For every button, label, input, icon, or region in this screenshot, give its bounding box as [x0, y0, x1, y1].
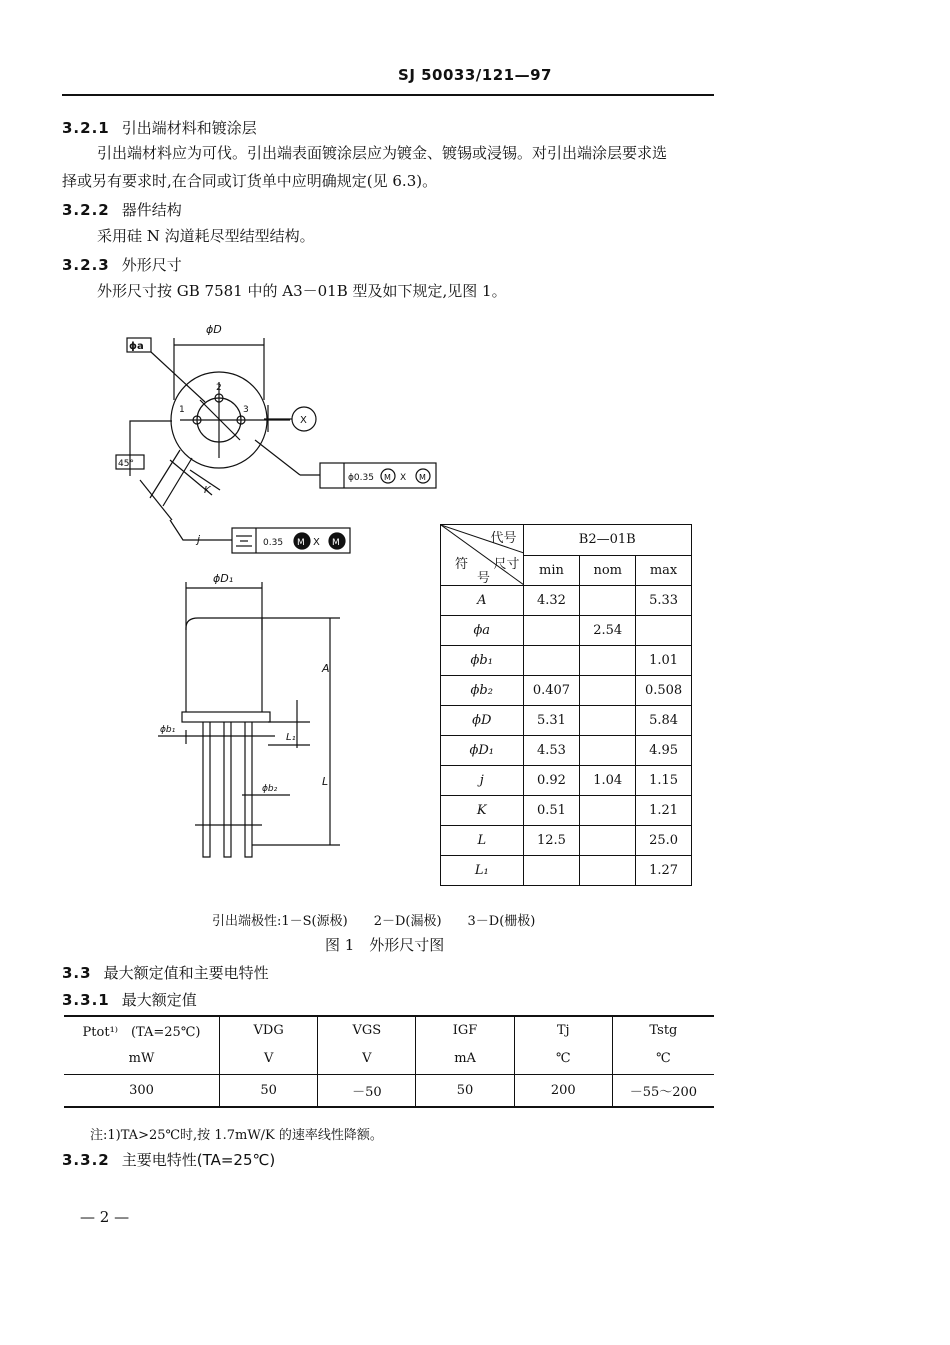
- ratings-value-cell: 50: [220, 1074, 318, 1106]
- label-phib1: ϕb₁: [160, 725, 176, 735]
- label-phia: ϕa: [129, 341, 144, 352]
- header-rule: [62, 94, 714, 96]
- label-m1: M: [384, 473, 391, 482]
- ratings-unit-cell: mW: [64, 1044, 220, 1074]
- label-L1: L₁: [286, 732, 296, 743]
- pin-legend: 引出端极性:1－S(源极) 2－D(漏极) 3－D(栅极): [212, 914, 536, 929]
- dimension-symbol: K: [441, 796, 524, 826]
- section-3-2-3: 3.2.3 外形尺寸: [62, 256, 182, 274]
- doc-code: SJ 50033/121—97: [398, 66, 552, 84]
- dimension-value: [523, 856, 580, 886]
- dimension-row: [441, 706, 692, 736]
- label-phib2: ϕb₂: [262, 784, 278, 794]
- dimension-symbol: ϕD: [441, 706, 524, 736]
- label-tol1: ϕ0.35: [348, 473, 374, 483]
- dimension-value: 1.27: [636, 856, 692, 886]
- ratings-table-wrap: [64, 1015, 714, 1108]
- dimension-row: [441, 586, 692, 616]
- dimension-value: 0.51: [523, 796, 580, 826]
- section-3-2-1: 3.2.1 引出端材料和镀涂层: [62, 119, 257, 137]
- ratings-table: [64, 1017, 714, 1106]
- ratings-header-cell: VGS: [318, 1017, 416, 1044]
- para-line-2: 择或另有要求时,在合同或订货单中应明确规定(见 6.3)。: [62, 172, 438, 190]
- dimension-row: [441, 616, 692, 646]
- label-pin2: 2: [216, 383, 222, 393]
- para-structure: 采用硅 N 沟道耗尽型结型结构。: [97, 227, 315, 245]
- label-datum-x: X: [300, 415, 307, 426]
- label-m3: M: [297, 538, 305, 548]
- label-m2: M: [419, 473, 426, 482]
- dimension-value: 1.21: [636, 796, 692, 826]
- dimension-symbol: ϕD₁: [441, 736, 524, 766]
- dimension-symbol: ϕb₁: [441, 646, 524, 676]
- table-corner-cell: 代号 尺寸 符 号: [441, 525, 524, 586]
- ratings-unit-cell: V: [318, 1044, 416, 1074]
- figure-caption: 图 1 外形尺寸图: [325, 936, 445, 954]
- dimension-value: [580, 736, 636, 766]
- section-3-2-2: 3.2.2 器件结构: [62, 201, 182, 219]
- ratings-value-cell: 300: [64, 1074, 220, 1106]
- ratings-unit-cell: ℃: [514, 1044, 612, 1074]
- dimension-symbol: j: [441, 766, 524, 796]
- dimension-value: [580, 826, 636, 856]
- col-nom: nom: [580, 555, 636, 586]
- dimension-symbol: A: [441, 586, 524, 616]
- dimension-value: 1.01: [636, 646, 692, 676]
- dimension-row: [441, 676, 692, 706]
- section-3-3-1: 3.3.1 最大额定值: [62, 991, 197, 1009]
- dimension-value: [580, 676, 636, 706]
- para-line-1: 引出端材料应为可伐。引出端表面镀涂层应为镀金、镀锡或浸锡。对引出端涂层要求选: [97, 144, 668, 162]
- dimension-row: [441, 796, 692, 826]
- dimension-row: [441, 736, 692, 766]
- section-3-3-2: 3.3.2 主要电特性(TA=25℃): [62, 1151, 276, 1169]
- label-L: L: [322, 775, 329, 788]
- dimension-value: [580, 856, 636, 886]
- dimension-value: [523, 646, 580, 676]
- dimension-symbol: L₁: [441, 856, 524, 886]
- dimension-value: 1.04: [580, 766, 636, 796]
- ratings-unit-cell: V: [220, 1044, 318, 1074]
- package-header: B2—01B: [523, 525, 691, 556]
- dimension-symbol: ϕa: [441, 616, 524, 646]
- dimension-table: [440, 524, 692, 886]
- dimension-value: 0.407: [523, 676, 580, 706]
- label-pin1: 1: [179, 405, 185, 415]
- outline-drawing: [100, 310, 445, 870]
- dimension-row: [441, 766, 692, 796]
- dimension-value: 5.84: [636, 706, 692, 736]
- dimension-row: [441, 646, 692, 676]
- dimension-value: 0.508: [636, 676, 692, 706]
- base-flange: [182, 712, 270, 722]
- dimension-value: 2.54: [580, 616, 636, 646]
- dimension-row: [441, 826, 692, 856]
- col-min: min: [523, 555, 580, 586]
- label-m4: M: [332, 538, 340, 548]
- label-j: j: [197, 533, 201, 546]
- ratings-value-cell: 200: [514, 1074, 612, 1106]
- label-x2: X: [313, 537, 320, 548]
- label-45deg: 45°: [118, 459, 134, 469]
- section-3-3: 3.3 最大额定值和主要电特性: [62, 964, 269, 982]
- dimension-value: [580, 706, 636, 736]
- dimension-value: 12.5: [523, 826, 580, 856]
- dimension-value: [580, 646, 636, 676]
- dimension-value: [580, 796, 636, 826]
- label-A: A: [322, 662, 330, 675]
- ratings-unit-cell: mA: [416, 1044, 514, 1074]
- label-x1: X: [400, 473, 407, 483]
- ratings-value-cell: －55～200: [612, 1074, 714, 1106]
- col-max: max: [636, 555, 692, 586]
- ratings-value-row: [64, 1074, 714, 1106]
- dimension-value: 4.53: [523, 736, 580, 766]
- dimension-value: 25.0: [636, 826, 692, 856]
- dimension-value: 5.31: [523, 706, 580, 736]
- dimension-value: [523, 616, 580, 646]
- ratings-header-cell: VDG: [220, 1017, 318, 1044]
- label-phiD: ϕD: [206, 323, 222, 336]
- ratings-header-row: [64, 1017, 714, 1044]
- label-tol2: 0.35: [263, 538, 284, 548]
- ratings-header-cell: Ptot¹⁾ (TA=25℃): [64, 1017, 220, 1044]
- ratings-unit-row: [64, 1044, 714, 1074]
- dimension-value: [636, 616, 692, 646]
- dimension-value: 0.92: [523, 766, 580, 796]
- dimension-value: 4.95: [636, 736, 692, 766]
- dimension-value: 4.32: [523, 586, 580, 616]
- dimension-row: [441, 856, 692, 886]
- ratings-header-cell: IGF: [416, 1017, 514, 1044]
- dimension-rows: [441, 586, 692, 886]
- ratings-note: 注:1)TA>25℃时,按 1.7mW/K 的速率线性降额。: [90, 1128, 383, 1143]
- dimension-value: 1.15: [636, 766, 692, 796]
- dimension-symbol: L: [441, 826, 524, 856]
- ratings-value-cell: 50: [416, 1074, 514, 1106]
- dimension-symbol: ϕb₂: [441, 676, 524, 706]
- page-number: — 2 —: [80, 1208, 130, 1226]
- label-phiD1: ϕD₁: [213, 572, 234, 585]
- label-pin3: 3: [243, 405, 249, 415]
- ratings-header-cell: Tstg: [612, 1017, 714, 1044]
- para-outline: 外形尺寸按 GB 7581 中的 A3－01B 型及如下规定,见图 1。: [97, 282, 507, 300]
- label-k: K: [204, 485, 211, 496]
- dimension-value: [580, 586, 636, 616]
- ratings-header-cell: Tj: [514, 1017, 612, 1044]
- ratings-unit-cell: ℃: [612, 1044, 714, 1074]
- ratings-value-cell: －50: [318, 1074, 416, 1106]
- dimension-value: 5.33: [636, 586, 692, 616]
